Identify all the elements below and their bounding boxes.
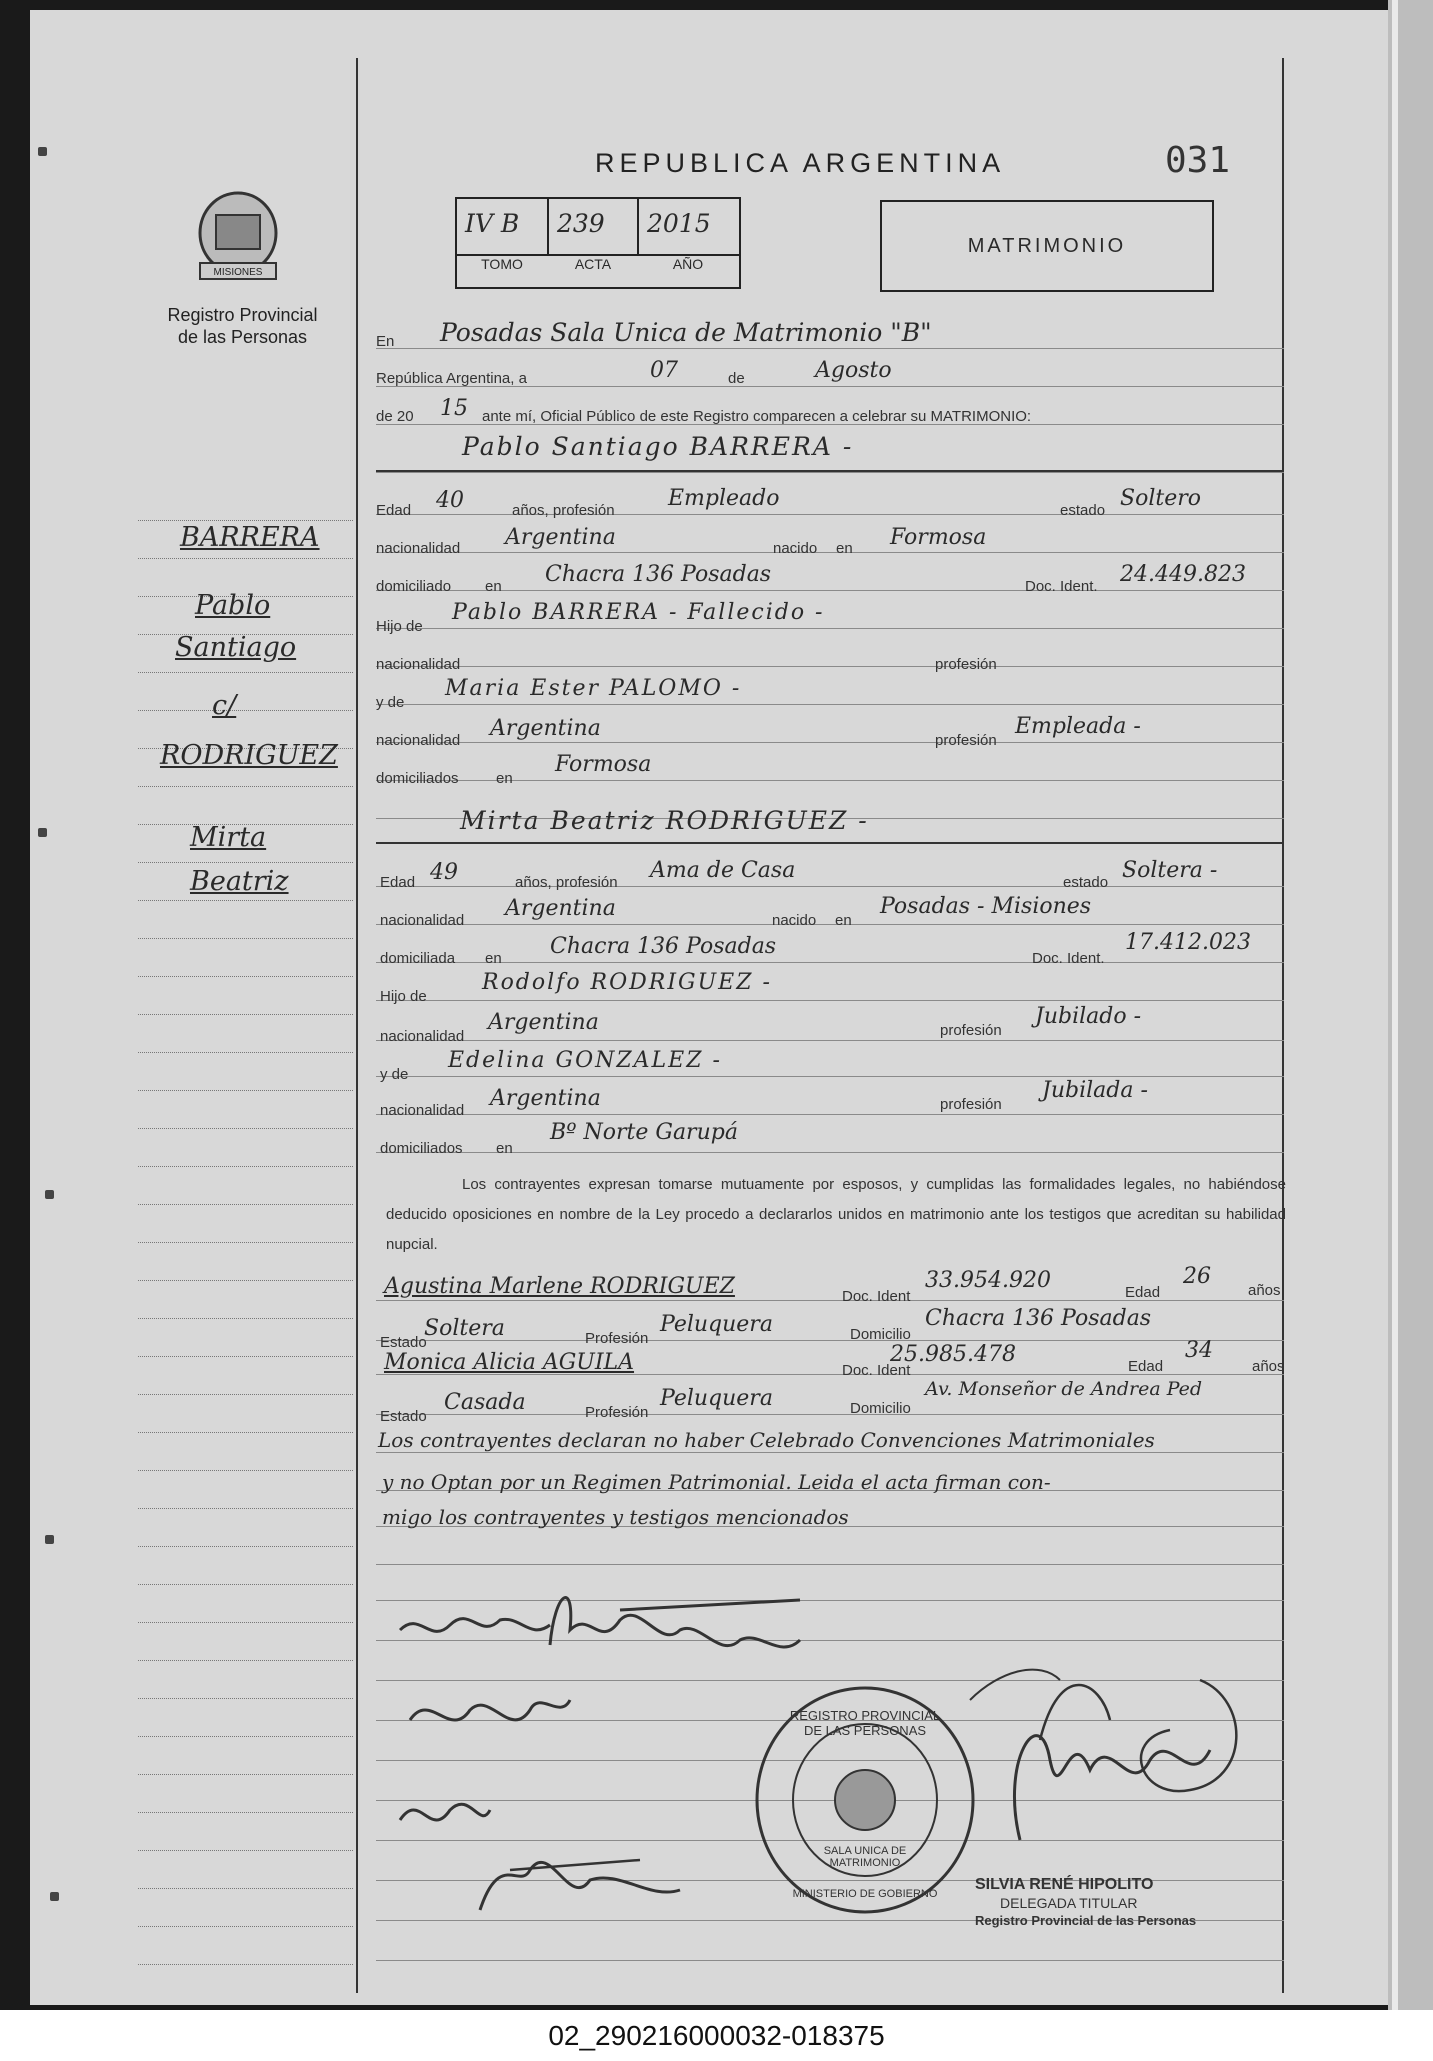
margin-rule-line	[138, 976, 353, 977]
witness-2-edad: 34	[1185, 1338, 1213, 1363]
form-rule-line	[376, 666, 1284, 667]
bride-mother: Edelina GONZALEZ -	[448, 1048, 722, 1073]
bride-profesion: Ama de Casa	[650, 858, 796, 883]
witness-1-doc: 33.954.920	[925, 1268, 1051, 1293]
nacionalidad-label: nacionalidad	[376, 656, 461, 673]
domicilio-label: Domicilio	[850, 1326, 911, 1343]
form-rule-line	[376, 1452, 1284, 1453]
anos-label: años	[1252, 1358, 1285, 1375]
margin-rule-line	[138, 900, 353, 901]
groom-mother-nac: Argentina	[490, 716, 601, 741]
margin-rule-line	[138, 1318, 353, 1319]
margin-rule-line	[138, 1964, 353, 1965]
nacionalidad-label: nacionalidad	[376, 732, 461, 749]
form-rule-line	[376, 1114, 1284, 1115]
doc-ident-label: Doc. Ident	[842, 1288, 911, 1305]
doc-label: Doc. Ident.	[1025, 578, 1098, 595]
bride-domicilio: Chacra 136 Posadas	[550, 934, 777, 959]
tomo-cell	[457, 199, 549, 272]
nacionalidad-label: nacionalidad	[380, 1028, 465, 1045]
margin-rule-line	[138, 710, 353, 711]
form-rule-line	[376, 1340, 1284, 1341]
groom-estado: Soltero	[1120, 486, 1201, 511]
margin-rule-line	[138, 1850, 353, 1851]
margin-rule-line	[138, 1356, 353, 1357]
margin-rule-line	[138, 1774, 353, 1775]
margin-rule-line	[138, 1242, 353, 1243]
svg-text:MISIONES: MISIONES	[213, 267, 263, 278]
section-divider	[376, 470, 1284, 472]
witness-1-estado: Soltera	[424, 1316, 505, 1341]
margin-rule-line	[138, 1128, 353, 1129]
signatory-title: DELEGADA TITULAR	[1000, 1895, 1138, 1911]
margin-rule-line	[138, 786, 353, 787]
witness-1-profesion: Peluquera	[660, 1312, 773, 1337]
country-title: REPUBLICA ARGENTINA	[595, 148, 1006, 178]
province-logo	[190, 185, 286, 290]
year-value: 15	[440, 396, 468, 421]
signatory-name: SILVIA RENÉ HIPOLITO	[975, 1876, 1154, 1893]
binding-hole	[38, 147, 47, 156]
margin-note: c/	[212, 690, 237, 721]
edad-label: Edad	[1128, 1358, 1164, 1375]
en-label: en	[835, 912, 852, 929]
margin-rule-line	[138, 862, 353, 863]
nacionalidad-label: nacionalidad	[380, 1102, 465, 1119]
tomo-value: IV B	[465, 209, 520, 238]
edad-label: Edad	[1125, 1284, 1161, 1301]
form-rule-line	[376, 348, 1284, 349]
bride-father-prof: Jubilado -	[1035, 1004, 1142, 1029]
witness-2-domicilio: Av. Monseñor de Andrea Ped	[925, 1378, 1203, 1400]
binding-hole	[45, 1535, 54, 1544]
edad-label: Edad	[380, 874, 416, 891]
en-label: en	[485, 950, 502, 967]
bride-doc: 17.412.023	[1125, 930, 1251, 955]
en-label: en	[496, 1140, 513, 1157]
margin-rule-line	[138, 672, 353, 673]
witness-1-name: Agustina Marlene RODRIGUEZ	[384, 1274, 735, 1299]
form-rule-line	[376, 1564, 1284, 1565]
margin-rule-line	[138, 1622, 353, 1623]
anos-profesion-label: años, profesión	[512, 502, 615, 519]
witness-2-doc: 25.985.478	[890, 1342, 1016, 1367]
act-type-box: MATRIMONIO	[880, 200, 1214, 292]
margin-rule-line	[138, 1736, 353, 1737]
form-rule-line	[376, 962, 1284, 963]
acta-label: ACTA	[574, 256, 612, 272]
witness-1-domicilio: Chacra 136 Posadas	[925, 1306, 1152, 1331]
margin-rule-line	[138, 938, 353, 939]
margin-divider	[356, 58, 358, 1993]
groom-name: Pablo Santiago BARRERA -	[462, 432, 854, 461]
doc-ident-label: Doc. Ident	[842, 1362, 911, 1379]
binding-hole	[45, 1190, 54, 1199]
margin-rule-line	[138, 1432, 353, 1433]
margin-rule-line	[138, 1584, 353, 1585]
groom-profesion: Empleado	[668, 486, 780, 511]
form-rule-line	[376, 552, 1284, 553]
form-rule-line	[376, 924, 1284, 925]
margin-rule-line	[138, 1660, 353, 1661]
doc-label: Doc. Ident.	[1032, 950, 1105, 967]
en-label: En	[376, 333, 395, 350]
en-label: en	[485, 578, 502, 595]
month-value: Agosto	[815, 358, 892, 383]
groom-nacionalidad: Argentina	[505, 525, 616, 550]
profesion-label: Profesión	[585, 1404, 649, 1421]
legal-statement: Los contrayentes expresan tomarse mutuamente por esposos, y cumplidas las formalidades legales, no habiéndose deducido oposiciones en nombre de la Ley procedo a declararlos unidos en matrimonio ante los testigos que acreditan su habilidad nupcial.	[386, 1176, 1286, 1253]
groom-nacido-en: Formosa	[890, 525, 987, 550]
binding-hole	[50, 1892, 59, 1901]
form-rule-line	[376, 628, 1284, 629]
groom-domicilio: Chacra 136 Posadas	[545, 562, 772, 587]
anio-cell	[639, 199, 737, 272]
anio-label: AÑO	[672, 256, 704, 272]
yde-label: y de	[376, 694, 405, 711]
tomo-label: TOMO	[481, 256, 523, 272]
nacionalidad-label: nacionalidad	[376, 540, 461, 557]
edad-label: Edad	[376, 502, 412, 519]
profesion-label: profesión	[940, 1022, 1002, 1039]
margin-note: BARRERA	[180, 522, 320, 553]
bride-mother-nac: Argentina	[490, 1086, 601, 1111]
hijo-label: Hijo de	[380, 988, 427, 1005]
margin-rule-line	[138, 1812, 353, 1813]
margin-rule-line	[138, 1394, 353, 1395]
form-rule-line	[376, 472, 1284, 473]
republica-label: República Argentina, a	[376, 370, 527, 387]
profesion-label: profesión	[935, 656, 997, 673]
margin-rule-line	[138, 1204, 353, 1205]
profesion-label: Profesión	[585, 1330, 649, 1347]
profesion-label: profesión	[935, 732, 997, 749]
margin-rule-line	[138, 1280, 353, 1281]
stamp-lower-text: MINISTERIO DE GOBIERNO	[792, 1888, 938, 1900]
nacido-label: nacido	[773, 540, 818, 557]
margin-rule-line	[138, 1052, 353, 1053]
stamp-inner-text: SALA UNICA DE MATRIMONIO	[823, 1845, 907, 1869]
form-rule-line	[376, 1000, 1284, 1001]
margin-note: Santiago	[175, 632, 297, 663]
org-line: Registro Provincial	[167, 305, 318, 325]
bride-edad: 49	[430, 860, 458, 885]
bride-father: Rodolfo RODRIGUEZ -	[482, 970, 772, 995]
estado-label: Estado	[380, 1334, 427, 1351]
year-label: de 20	[376, 408, 414, 425]
acta-cell	[549, 199, 639, 272]
organization-name	[150, 304, 335, 348]
day-value: 07	[650, 358, 678, 383]
form-rule-line	[376, 742, 1284, 743]
intro-closing: ante mí, Oficial Público de este Registro comparecen a celebrar su MATRIMONIO:	[482, 408, 1032, 425]
note-line: y no Optan por un Regimen Patrimonial. Leida el acta firman con-	[382, 1470, 1051, 1494]
bride-father-nac: Argentina	[488, 1010, 599, 1035]
margin-rule-line	[138, 1090, 353, 1091]
hijo-label: Hijo de	[376, 618, 423, 635]
profesion-label: profesión	[940, 1096, 1002, 1113]
page-edge-highlight	[1392, 0, 1398, 2010]
nacionalidad-label: nacionalidad	[380, 912, 465, 929]
groom-father: Pablo BARRERA - Fallecido -	[452, 600, 825, 625]
margin-note: Beatriz	[190, 866, 289, 897]
groom-mother-prof: Empleada -	[1015, 714, 1141, 739]
bride-nacido-en: Posadas - Misiones	[880, 894, 1092, 919]
stamp-outer-text: REGISTRO PROVINCIAL DE LAS PERSONAS	[789, 1708, 941, 1738]
form-rule-line	[376, 1076, 1284, 1077]
margin-rule-line	[138, 1546, 353, 1547]
margin-rule-line	[138, 1014, 353, 1015]
form-rule-line	[376, 590, 1284, 591]
binding-hole	[38, 828, 47, 837]
witness-2-name: Monica Alicia AGUILA	[384, 1350, 635, 1375]
org-line: de las Personas	[177, 327, 308, 347]
form-rule-line	[376, 886, 1284, 887]
note-line: Los contrayentes declaran no haber Celebrado Convenciones Matrimoniales	[378, 1428, 1155, 1452]
form-rule-line	[376, 704, 1284, 705]
groom-parents-domicilio: Formosa	[555, 752, 652, 777]
domicilio-label: Domicilio	[850, 1400, 911, 1417]
estado-label: estado	[1063, 874, 1109, 891]
margin-rule-line	[138, 1508, 353, 1509]
groom-doc: 24.449.823	[1120, 562, 1246, 587]
margin-rule-line	[138, 1470, 353, 1471]
anos-profesion-label: años, profesión	[515, 874, 618, 891]
note-line: migo los contrayentes y testigos mencionados	[382, 1505, 849, 1529]
book-reference-box	[455, 197, 741, 289]
margin-rule-line	[138, 558, 353, 559]
acta-value: 239	[557, 209, 605, 238]
witness-1-edad: 26	[1183, 1264, 1211, 1289]
estado-label: Estado	[380, 1408, 427, 1425]
place-value: Posadas Sala Unica de Matrimonio "B"	[440, 318, 932, 347]
groom-mother: Maria Ester PALOMO -	[445, 676, 742, 701]
yde-label: y de	[380, 1066, 409, 1083]
margin-note: RODRIGUEZ	[160, 740, 338, 771]
margin-rule-line	[138, 1698, 353, 1699]
anio-value: 2015	[647, 209, 711, 238]
margin-note: Pablo	[195, 590, 271, 621]
en-label: en	[496, 770, 513, 787]
domiciliada-label: domiciliada	[380, 950, 456, 967]
bride-estado: Soltera -	[1122, 858, 1218, 883]
witness-2-profesion: Peluquera	[660, 1386, 773, 1411]
de-label: de	[728, 370, 745, 387]
margin-rule-line	[138, 1926, 353, 1927]
form-rule-line	[376, 1040, 1284, 1041]
nacido-label: nacido	[772, 912, 817, 929]
folio-number: 031	[1165, 140, 1231, 181]
groom-edad: 40	[436, 488, 464, 513]
domiciliados-label: domiciliados	[376, 770, 459, 787]
domiciliado-label: domiciliado	[376, 578, 452, 595]
document-id-footer: 02_290216000032-018375	[0, 2010, 1433, 2061]
margin-rule-line	[138, 1166, 353, 1167]
bride-parents-domicilio: Bº Norte Garupá	[550, 1120, 738, 1145]
signatory-org: Registro Provincial de las Personas	[975, 1913, 1197, 1928]
estado-label: estado	[1060, 502, 1106, 519]
section-divider	[376, 842, 1284, 844]
bride-mother-prof: Jubilada -	[1042, 1078, 1148, 1103]
anos-label: años	[1248, 1282, 1281, 1299]
witness-2-estado: Casada	[444, 1390, 526, 1415]
bride-nacionalidad: Argentina	[505, 896, 616, 921]
margin-note: Mirta	[190, 822, 267, 853]
domiciliados-label: domiciliados	[380, 1140, 463, 1157]
margin-rule-line	[138, 520, 353, 521]
bride-name: Mirta Beatriz RODRIGUEZ -	[460, 806, 869, 835]
en-label: en	[836, 540, 853, 557]
margin-rule-line	[138, 1888, 353, 1889]
